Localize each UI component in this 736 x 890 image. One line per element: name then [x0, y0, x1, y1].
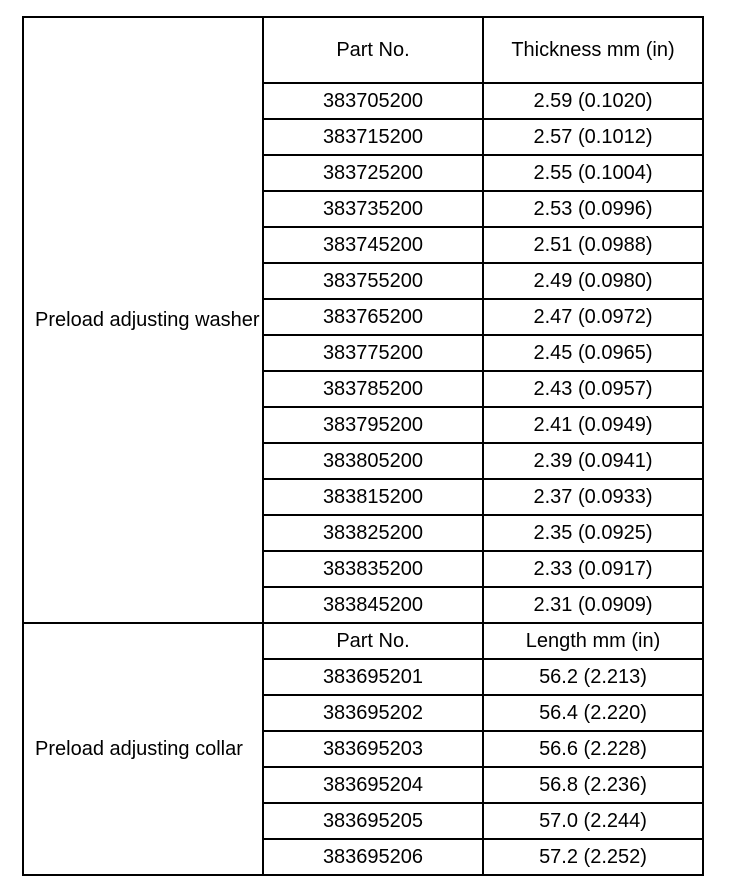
part-number-cell: 383735200 [263, 191, 483, 227]
part-number-cell: 383705200 [263, 83, 483, 119]
length-cell: 57.0 (2.244) [483, 803, 703, 839]
collar-category-cell [23, 623, 263, 875]
collar-header-row [23, 623, 703, 659]
part-number-cell: 383695206 [263, 839, 483, 875]
part-number-cell: 383715200 [263, 119, 483, 155]
thickness-cell: 2.41 (0.0949) [483, 407, 703, 443]
part-number-cell: 383835200 [263, 551, 483, 587]
part-number-cell: 383845200 [263, 587, 483, 623]
part-number-cell: 383725200 [263, 155, 483, 191]
length-cell: 56.2 (2.213) [483, 659, 703, 695]
preload-parts-table [22, 16, 704, 876]
washer-thickness-header [483, 17, 703, 83]
collar-category-label: Preload adjusting collar [35, 738, 243, 760]
washer-thickness-header-label: Thickness mm (in) [511, 38, 675, 61]
part-number-cell: 383695204 [263, 767, 483, 803]
thickness-cell: 2.59 (0.1020) [483, 83, 703, 119]
thickness-cell: 2.51 (0.0988) [483, 227, 703, 263]
thickness-cell: 2.53 (0.0996) [483, 191, 703, 227]
washer-header-row [23, 17, 703, 83]
collar-length-header: Length mm (in) [483, 623, 703, 659]
part-number-cell: 383795200 [263, 407, 483, 443]
washer-category-cell [23, 17, 263, 623]
part-number-cell: 383695203 [263, 731, 483, 767]
collar-part-no-header: Part No. [263, 623, 483, 659]
part-number-cell: 383765200 [263, 299, 483, 335]
thickness-cell: 2.37 (0.0933) [483, 479, 703, 515]
table-body [23, 17, 703, 875]
part-number-cell: 383775200 [263, 335, 483, 371]
washer-category-label: Preload adjusting washer [35, 309, 260, 331]
part-number-cell: 383745200 [263, 227, 483, 263]
thickness-cell: 2.33 (0.0917) [483, 551, 703, 587]
part-number-cell: 383695201 [263, 659, 483, 695]
thickness-cell: 2.57 (0.1012) [483, 119, 703, 155]
part-number-cell: 383695202 [263, 695, 483, 731]
thickness-cell: 2.39 (0.0941) [483, 443, 703, 479]
washer-part-no-header: Part No. [263, 17, 483, 83]
length-cell: 56.4 (2.220) [483, 695, 703, 731]
part-number-cell: 383825200 [263, 515, 483, 551]
length-cell: 56.8 (2.236) [483, 767, 703, 803]
part-number-cell: 383695205 [263, 803, 483, 839]
part-number-cell: 383755200 [263, 263, 483, 299]
thickness-cell: 2.45 (0.0965) [483, 335, 703, 371]
part-number-cell: 383815200 [263, 479, 483, 515]
thickness-cell: 2.31 (0.0909) [483, 587, 703, 623]
thickness-cell: 2.55 (0.1004) [483, 155, 703, 191]
length-cell: 57.2 (2.252) [483, 839, 703, 875]
part-number-cell: 383805200 [263, 443, 483, 479]
length-cell: 56.6 (2.228) [483, 731, 703, 767]
thickness-cell: 2.43 (0.0957) [483, 371, 703, 407]
thickness-cell: 2.47 (0.0972) [483, 299, 703, 335]
part-number-cell: 383785200 [263, 371, 483, 407]
thickness-cell: 2.35 (0.0925) [483, 515, 703, 551]
thickness-cell: 2.49 (0.0980) [483, 263, 703, 299]
